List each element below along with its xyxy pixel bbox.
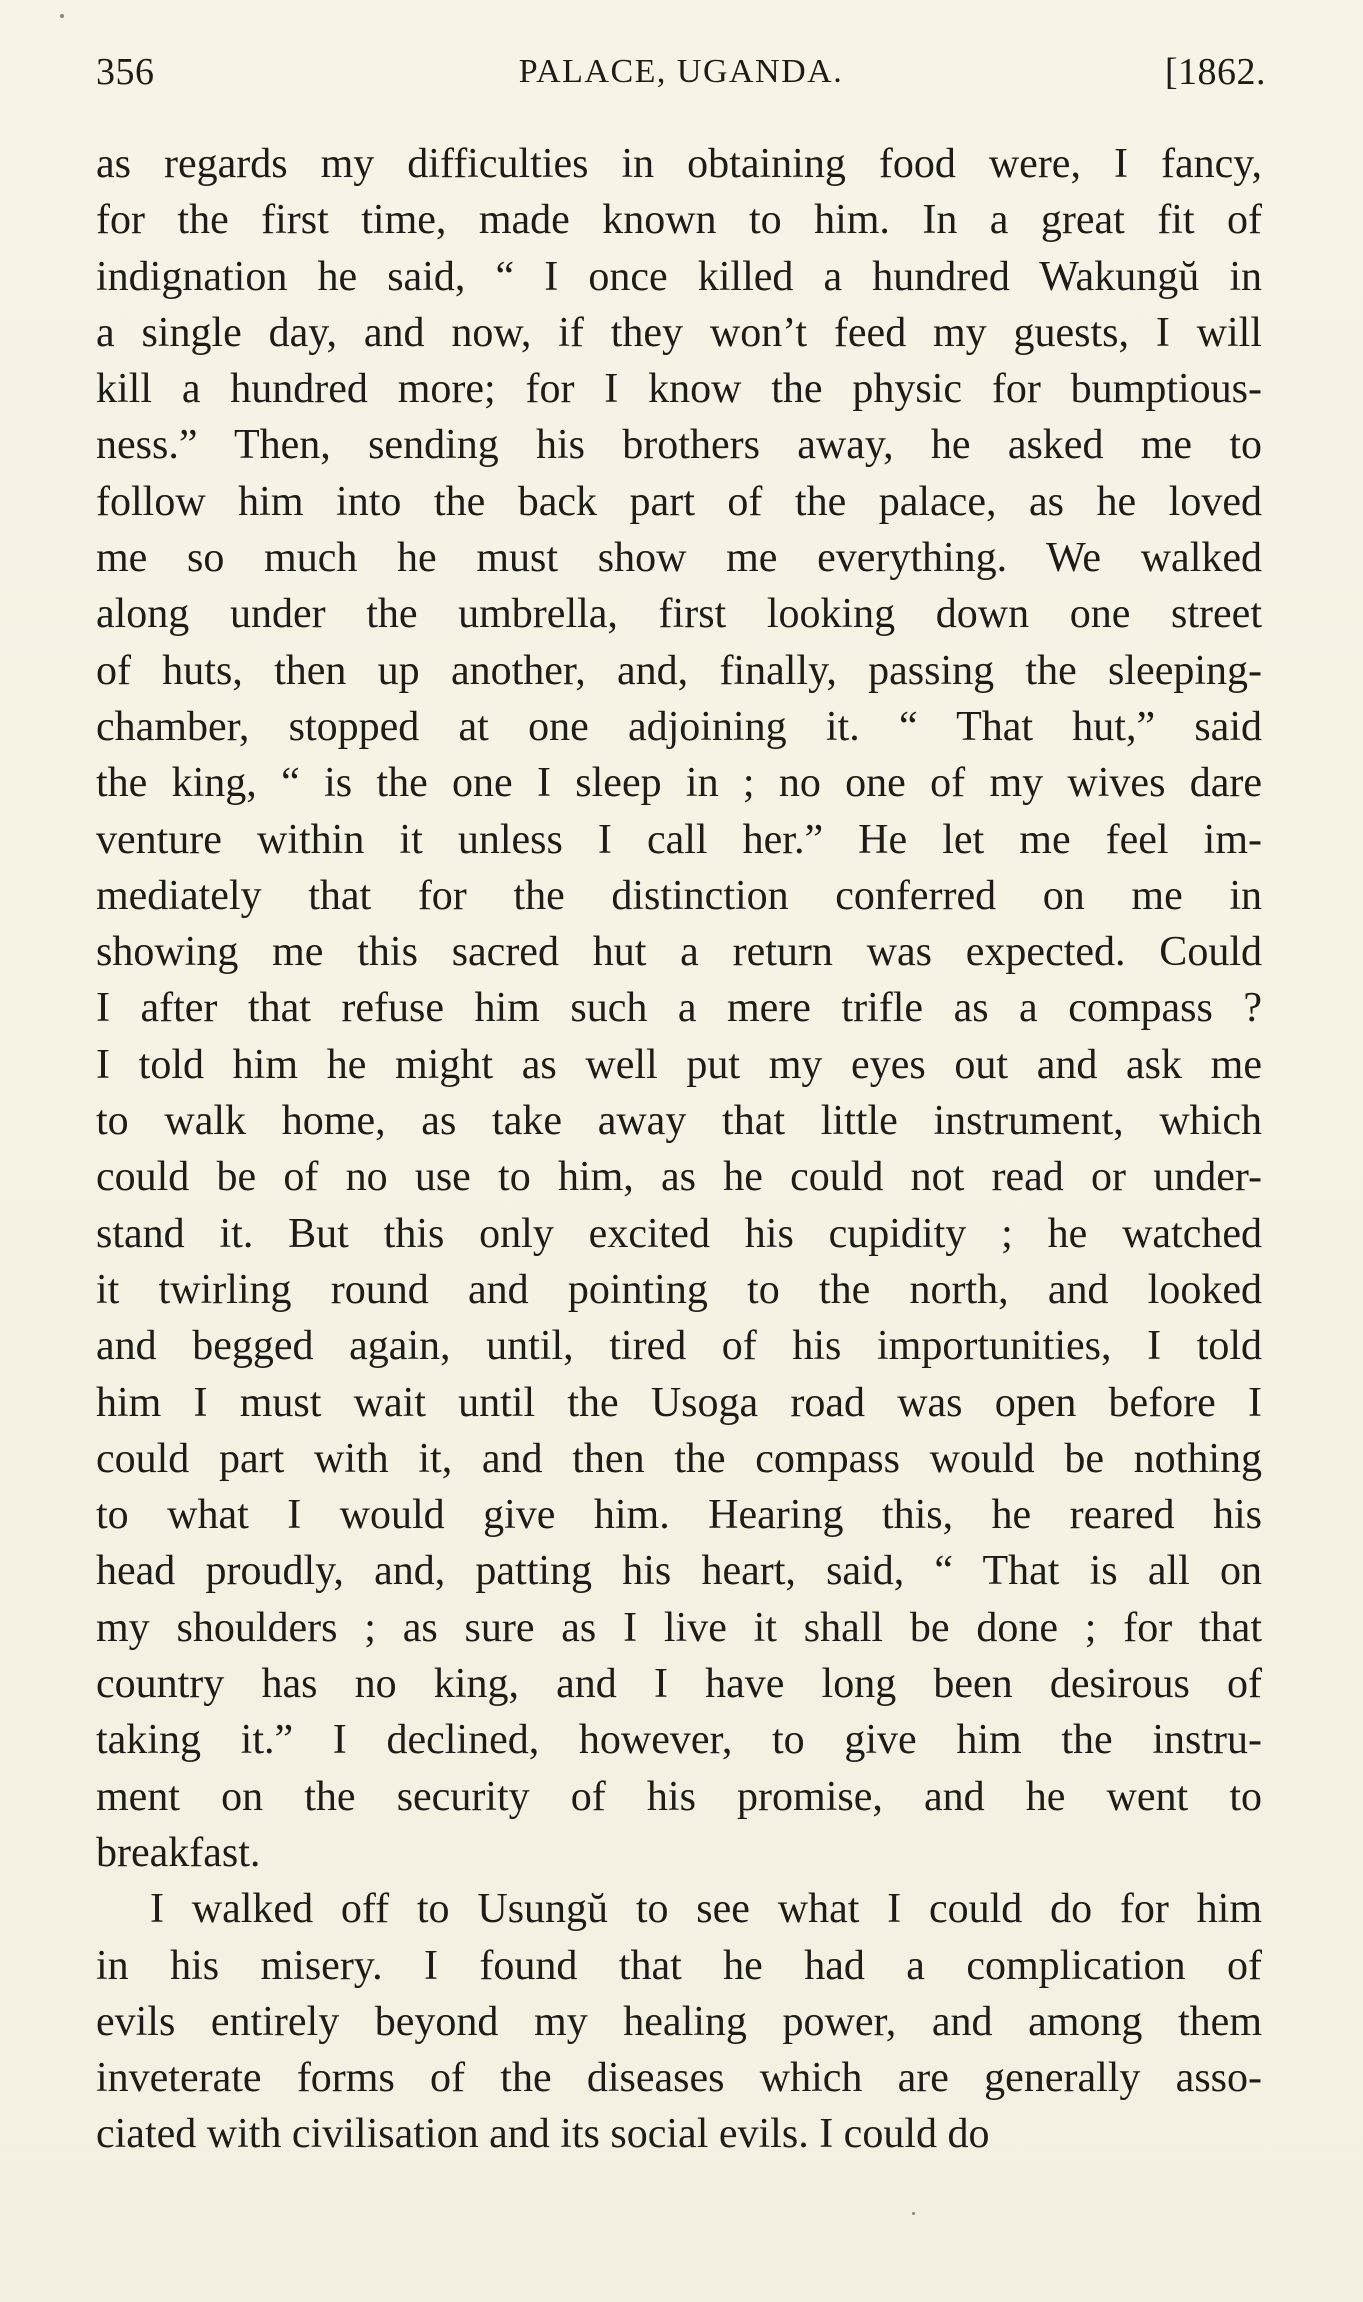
text-line: evils entirely beyond my healing power, and among them [96, 1998, 1262, 2045]
text-line: as regards my difficulties in obtaining food were, I fancy, [96, 141, 1262, 187]
text-line: ness.” Then, sending his brothers away, he asked me to [96, 422, 1262, 469]
paper-speck [60, 14, 64, 18]
text-line: taking it.” I declined, however, to give him the instru- [96, 1717, 1262, 1764]
text-line: I after that refuse him such a mere trifle as a compass ? [96, 985, 1262, 1032]
text-line: country has no king, and I have long been desirous of [96, 1661, 1262, 1708]
text-line: head proudly, and, patting his heart, said, “ That is all on [96, 1548, 1262, 1595]
text-line: I walked off to Usungŭ to see what I could do for him [150, 1886, 1262, 1933]
text-line: breakfast. [96, 1829, 261, 1876]
text-line: chamber, stopped at one adjoining it. “ That hut,” said [96, 703, 1262, 750]
running-title: PALACE, UGANDA. [518, 53, 844, 90]
text-line: I told him he might as well put my eyes out and ask me [96, 1041, 1262, 1088]
text-line: my shoulders ; as sure as I live it shall be done ; for that [96, 1604, 1262, 1651]
text-line: to what I would give him. Hearing this, he reared his [96, 1492, 1262, 1539]
text-line: showing me this sacred hut a return was expected. Could [96, 929, 1262, 976]
text-line: ciated with civilisation and its social evils. I could do [96, 2111, 990, 2158]
text-line: to walk home, as take away that little instrument, which [96, 1098, 1262, 1145]
text-line: indignation he said, “ I once killed a hundred Wakungŭ in [96, 253, 1262, 300]
page-number: 356 [96, 51, 155, 93]
text-line: for the first time, made known to him. In a great fit of [96, 197, 1262, 244]
paper-speck [912, 2212, 915, 2215]
text-line: could be of no use to him, as he could not read or under- [96, 1154, 1262, 1201]
text-line: and begged again, until, tired of his importunities, I told [96, 1323, 1262, 1370]
text-line: me so much he must show me everything. We walked [96, 535, 1262, 582]
text-line: ment on the security of his promise, and he went to [96, 1773, 1262, 1820]
body-text [96, 136, 1262, 2163]
text-line: mediately that for the distinction conferred on me in [96, 872, 1262, 919]
text-line: it twirling round and pointing to the north, and looked [96, 1266, 1262, 1313]
text-line: along under the umbrella, first looking down one street [96, 591, 1262, 638]
running-head [96, 46, 1266, 98]
text-line: in his misery. I found that he had a complication of [96, 1942, 1262, 1989]
paragraph [96, 136, 1262, 1881]
text-line: stand it. But this only excited his cupidity ; he watched [96, 1210, 1262, 1257]
text-line: follow him into the back part of the palace, as he loved [96, 478, 1262, 525]
text-line: of huts, then up another, and, finally, passing the sleeping- [96, 647, 1262, 694]
text-line: him I must wait until the Usoga road was open before I [96, 1379, 1262, 1426]
text-line: could part with it, and then the compass would be nothing [96, 1435, 1262, 1482]
text-line: a single day, and now, if they won’t feed my guests, I will [96, 309, 1262, 356]
paragraph [96, 1881, 1262, 2162]
text-line: kill a hundred more; for I know the physic for bumptious- [96, 366, 1262, 413]
text-line: venture within it unless I call her.” He let me feel im- [96, 816, 1262, 863]
text-line: inveterate forms of the diseases which are generally asso- [96, 2055, 1262, 2102]
running-year: [1862. [1164, 51, 1266, 93]
text-line: the king, “ is the one I sleep in ; no one of my wives dare [96, 760, 1262, 807]
